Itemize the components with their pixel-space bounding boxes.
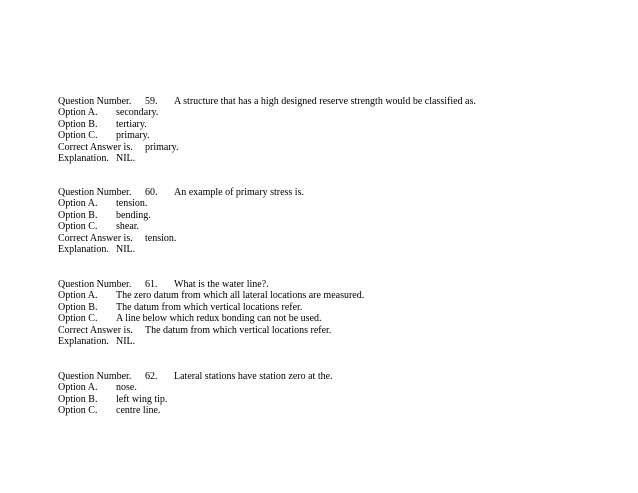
option-b-line xyxy=(58,210,618,221)
correct-answer-text: tension. xyxy=(145,232,177,244)
option-b-text: bending. xyxy=(116,209,151,221)
option-c-text: centre line. xyxy=(116,405,161,417)
option-c-line xyxy=(58,313,618,324)
question-line xyxy=(58,96,618,107)
question-number-label: Question Number. xyxy=(58,96,132,107)
question-number-label: Question Number. xyxy=(58,187,132,198)
option-a-label: Option A. xyxy=(58,198,98,210)
explanation-label: Explanation. xyxy=(58,243,109,255)
explanation-text: NIL. xyxy=(116,152,136,164)
option-b-label: Option B. xyxy=(58,393,98,405)
option-a-text: tension. xyxy=(116,198,148,210)
question-number: 59. xyxy=(145,96,158,107)
explanation-label: Explanation. xyxy=(58,335,109,347)
correct-answer-line xyxy=(58,233,618,244)
option-a-text: nose. xyxy=(116,382,137,394)
correct-answer-text: primary. xyxy=(145,141,179,153)
question-line xyxy=(58,187,618,198)
question-text: What is the water line?. xyxy=(174,279,269,290)
explanation-line xyxy=(58,336,618,347)
question-block-60 xyxy=(58,187,618,255)
explanation-line xyxy=(58,244,618,255)
correct-answer-text: The datum from which vertical locations refer. xyxy=(145,324,332,336)
option-a-label: Option A. xyxy=(58,290,98,302)
question-block-59 xyxy=(58,96,618,164)
option-a-label: Option A. xyxy=(58,107,98,119)
question-text: Lateral stations have station zero at the. xyxy=(174,371,333,382)
question-text: An example of primary stress is. xyxy=(174,187,304,198)
correct-answer-label: Correct Answer is. xyxy=(58,324,133,336)
option-a-label: Option A. xyxy=(58,382,98,394)
explanation-text: NIL. xyxy=(116,243,136,255)
option-c-line xyxy=(58,221,618,232)
correct-answer-line xyxy=(58,325,618,336)
option-a-line xyxy=(58,198,618,209)
explanation-label: Explanation. xyxy=(58,152,109,164)
option-a-line xyxy=(58,382,618,393)
question-number: 62. xyxy=(145,371,158,382)
option-b-line xyxy=(58,302,618,313)
option-c-label: Option C. xyxy=(58,130,98,142)
question-number: 61. xyxy=(145,279,158,290)
question-number: 60. xyxy=(145,187,158,198)
question-number-label: Question Number. xyxy=(58,371,132,382)
option-c-label: Option C. xyxy=(58,405,98,417)
option-b-label: Option B. xyxy=(58,301,98,313)
option-a-line xyxy=(58,107,618,118)
option-b-text: left wing tip. xyxy=(116,393,168,405)
explanation-text: NIL. xyxy=(116,335,136,347)
option-c-text: primary. xyxy=(116,130,150,142)
option-c-line xyxy=(58,405,618,416)
option-b-line xyxy=(58,394,618,405)
option-a-line xyxy=(58,290,618,301)
correct-answer-label: Correct Answer is. xyxy=(58,141,133,153)
question-line xyxy=(58,371,618,382)
option-b-text: tertiary. xyxy=(116,118,147,130)
question-block-61 xyxy=(58,279,618,347)
option-c-text: shear. xyxy=(116,221,140,233)
question-text: A structure that has a high designed reserve strength would be classified as. xyxy=(174,96,476,107)
option-b-text: The datum from which vertical locations refer. xyxy=(116,301,303,313)
option-b-label: Option B. xyxy=(58,209,98,221)
correct-answer-line xyxy=(58,142,618,153)
explanation-line xyxy=(58,153,618,164)
option-c-label: Option C. xyxy=(58,221,98,233)
option-b-line xyxy=(58,119,618,130)
option-c-line xyxy=(58,130,618,141)
question-line xyxy=(58,279,618,290)
correct-answer-label: Correct Answer is. xyxy=(58,232,133,244)
option-a-text: The zero datum from which all lateral locations are measured. xyxy=(116,290,365,302)
question-block-62 xyxy=(58,371,618,417)
question-number-label: Question Number. xyxy=(58,279,132,290)
option-a-text: secondary. xyxy=(116,107,159,119)
option-c-text: A line below which redux bonding can not be used. xyxy=(116,313,322,325)
option-c-label: Option C. xyxy=(58,313,98,325)
option-b-label: Option B. xyxy=(58,118,98,130)
